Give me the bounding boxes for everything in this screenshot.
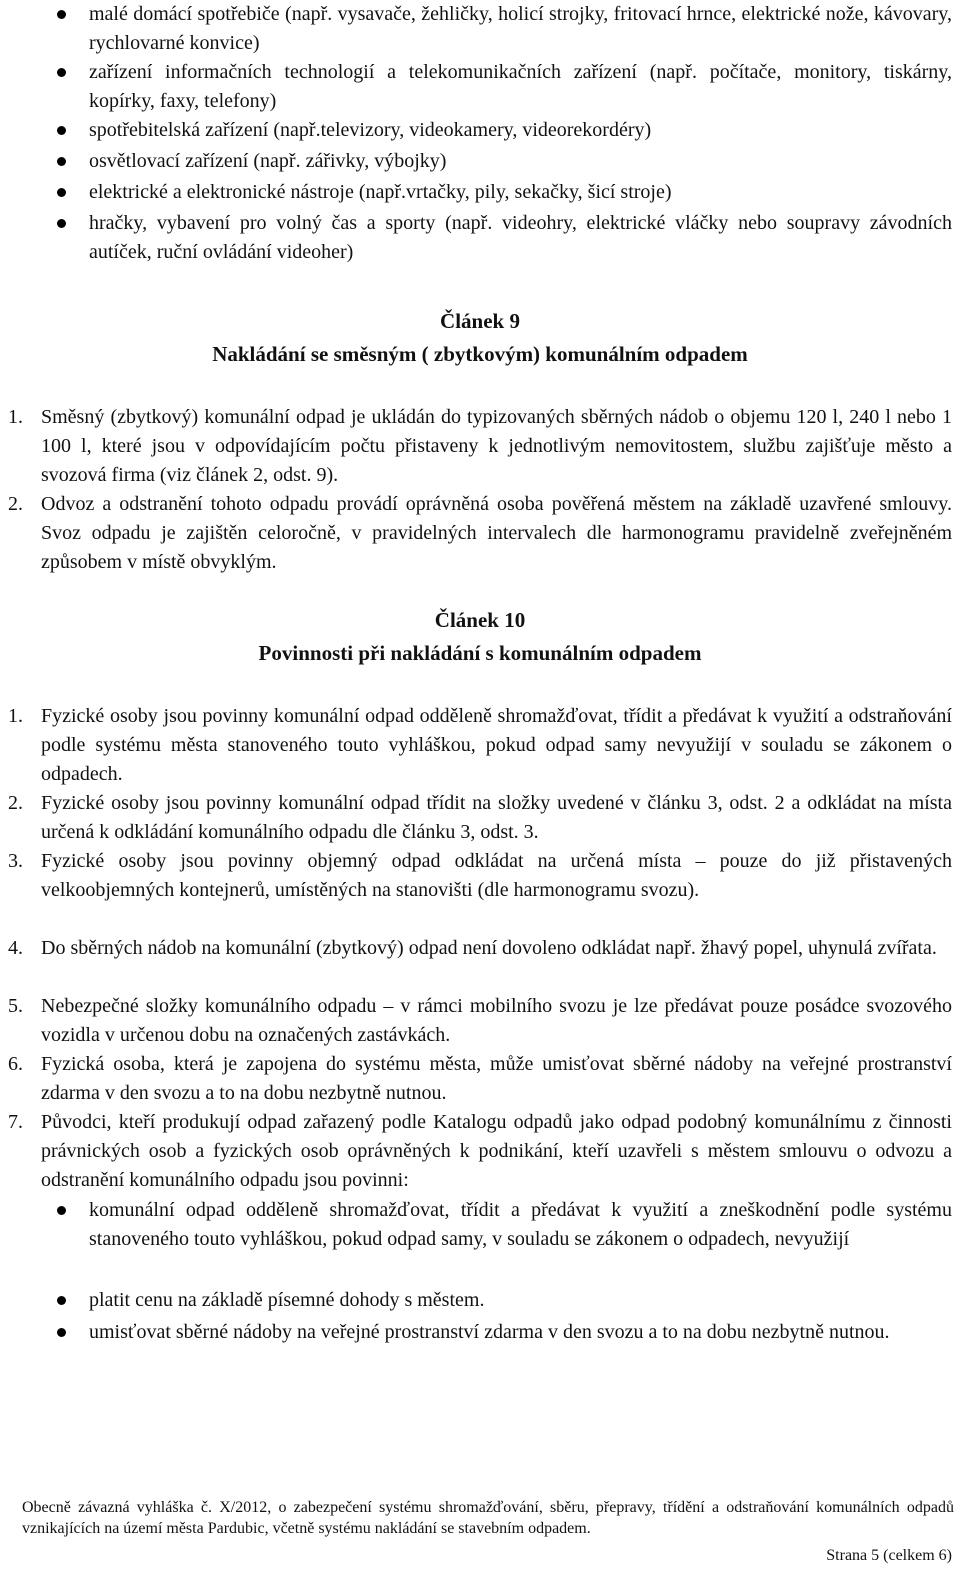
numbered-paragraph — [0, 490, 960, 577]
numbered-paragraph — [0, 403, 960, 490]
paragraph-number: 6. — [8, 1053, 23, 1075]
article-9-paragraphs — [0, 403, 960, 577]
paragraph-text: Do sběrných nádob na komunální (zbytkový) odpad není dovoleno odkládat např. žhavý popel, uhynulá zvířata. — [41, 937, 937, 959]
list-item: elektrické a elektronické nástroje (např.vrtačky, pily, sekačky, šicí stroje) — [0, 178, 960, 209]
list-item: platit cenu na základě písemné dohody s městem. — [0, 1286, 960, 1318]
paragraph-text: Fyzické osoby jsou povinny komunální odpad třídit na složky uvedené v článku 3, odst. 2 a odkládat na místa určená k odkládání komunálního odpadu dle článku 3, odst. 3. — [41, 792, 952, 843]
paragraph-number: 4. — [8, 937, 23, 959]
numbered-paragraph — [0, 1108, 960, 1195]
list-item: spotřebitelská zařízení (např.televizory, videokamery, videorekordéry) — [0, 116, 960, 147]
list-item: umisťovat sběrné nádoby na veřejné prostranství zdarma v den svozu a to na dobu nezbytně nutnou. — [0, 1318, 960, 1376]
appliance-category-list — [0, 0, 960, 267]
list-item: malé domácí spotřebiče (např. vysavače, žehličky, holicí strojky, fritovací hrnce, elektrické nože, kávovary, rychlovarné konvice) — [0, 0, 960, 58]
article-10-title: Povinnosti při nakládání s komunálním odpadem — [258, 641, 702, 665]
obligations-list — [0, 1196, 960, 1376]
list-item: osvětlovací zařízení (např. zářivky, výbojky) — [0, 147, 960, 178]
numbered-paragraph — [0, 702, 960, 789]
bullet-icon — [57, 126, 66, 135]
paragraph-number: 7. — [8, 1111, 23, 1133]
bullet-icon — [57, 188, 66, 197]
article-10-number: Článek 10 — [434, 608, 526, 632]
paragraph-number: 5. — [8, 995, 23, 1017]
paragraph-number: 1. — [8, 406, 23, 428]
article-9-number: Článek 9 — [440, 309, 520, 333]
paragraph-text: Původci, kteří produkují odpad zařazený podle Katalogu odpadů jako odpad podobný komunálnímu z činnosti právnických osob a fyzických osob oprávněných k podnikání, kteří uzavřeli s městem smlouvu o odvozu a odstranění komunálního odpadu jsou povinni: — [41, 1111, 952, 1191]
article-10-paragraphs — [0, 702, 960, 1195]
paragraph-text: Směsný (zbytkový) komunální odpad je ukládán do typizovaných sběrných nádob o objemu 120 l, 240 l nebo 1 100 l, které jsou v odpovídajícím počtu přistaveny k jednotlivým nemovitostem, službu zajišťuje město a svozová firma (viz článek 2, odst. 9). — [41, 406, 952, 486]
list-item: komunální odpad odděleně shromažďovat, třídit a předávat k využití a zneškodnění podle systému stanoveného touto vyhláškou, pokud odpad samy, v souladu se zákonem o odpadech, nevyužijí — [0, 1196, 960, 1286]
paragraph-number: 3. — [8, 850, 23, 872]
article-9-title: Nakládání se směsným ( zbytkovým) komunálním odpadem — [212, 342, 748, 366]
bullet-icon — [57, 1206, 66, 1215]
paragraph-text: Fyzické osoby jsou povinny komunální odpad odděleně shromažďovat, třídit a předávat k využití a odstraňování podle systému města stanoveného touto vyhláškou, pokud odpad samy nevyužijí v souladu se zákonem o odpadech. — [41, 705, 952, 785]
bullet-icon — [57, 157, 66, 166]
paragraph-text: Odvoz a odstranění tohoto odpadu provádí oprávněná osoba pověřená městem na základě uzavřené smlouvy. Svoz odpadu je zajištěn celoročně, v pravidelných intervalech dle harmonogramu pravidelně zveřejněném způsobem v místě obvyklým. — [41, 493, 952, 573]
numbered-paragraph — [0, 934, 960, 992]
numbered-paragraph — [0, 1050, 960, 1108]
page-number: Strana 5 (celkem 6) — [826, 1547, 952, 1564]
paragraph-text: Fyzické osoby jsou povinny objemný odpad odkládat na určená místa – pouze do již přistavených velkoobjemných kontejnerů, umístěných na stanovišti (dle harmonogramu svozu). — [41, 850, 952, 901]
footer-note: Obecně závazná vyhláška č. X/2012, o zabezpečení systému shromažďování, sběru, přepravy, třídění a odstraňování komunálních odpadů vznikajících na území města Pardubic, včetně systému nakládání se stavebním odpadem. — [22, 1499, 954, 1537]
bullet-icon — [57, 10, 66, 19]
bullet-icon — [57, 1328, 66, 1337]
bullet-icon — [57, 68, 66, 77]
paragraph-number: 2. — [8, 493, 23, 515]
list-item: zařízení informačních technologií a telekomunikačních zařízení (např. počítače, monitory, tiskárny, kopírky, faxy, telefony) — [0, 58, 960, 116]
paragraph-text: Nebezpečné složky komunálního odpadu – v rámci mobilního svozu je lze předávat pouze posádce svozového vozidla v určenou dobu na označených zastávkách. — [41, 995, 952, 1046]
bullet-icon — [57, 219, 66, 228]
numbered-paragraph — [0, 789, 960, 847]
paragraph-number: 1. — [8, 705, 23, 727]
paragraph-number: 2. — [8, 792, 23, 814]
paragraph-text: Fyzická osoba, která je zapojena do systému města, může umisťovat sběrné nádoby na veřejné prostranství zdarma v den svozu a to na dobu nezbytně nutnou. — [41, 1053, 952, 1104]
numbered-paragraph — [0, 992, 960, 1050]
numbered-paragraph — [0, 847, 960, 934]
list-item: hračky, vybavení pro volný čas a sporty (např. videohry, elektrické vláčky nebo soupravy závodních autíček, ruční ovládání videoher) — [0, 209, 960, 267]
bullet-icon — [57, 1296, 66, 1305]
